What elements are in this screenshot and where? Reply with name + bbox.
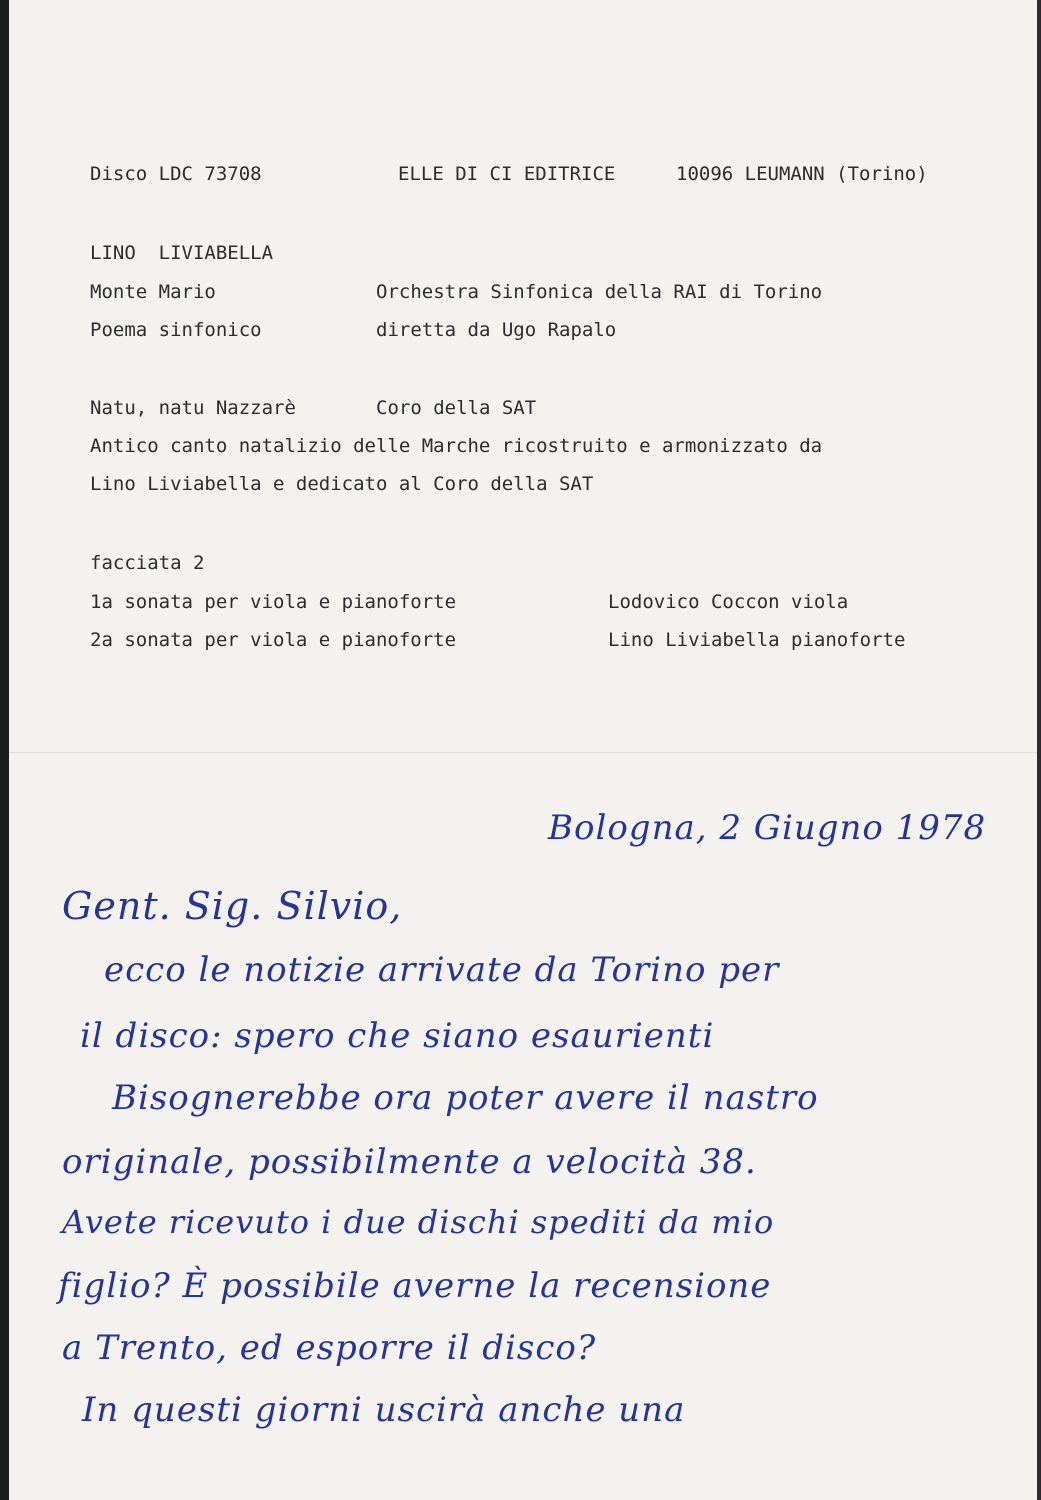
handwritten-line-4: originale, possibilmente a velocità 38. <box>62 1142 757 1182</box>
handwritten-line-2: il disco: spero che siano esaurienti <box>80 1016 715 1056</box>
paper-fold-line <box>9 752 1037 754</box>
side2-track-1-performer: Lodovico Coccon viola <box>608 591 849 613</box>
handwritten-line-8: In questi giorni uscirà anche una <box>82 1390 686 1430</box>
side2-track-2: 2a sonata per viola e pianoforte <box>90 629 457 651</box>
work2-performer: Coro della SAT <box>376 397 537 419</box>
side2-track-2-performer: Lino Liviabella pianoforte <box>608 629 906 651</box>
scan-edge-left <box>0 0 9 1500</box>
handwritten-salutation: Gent. Sig. Silvio, <box>62 884 403 928</box>
side2-label: facciata 2 <box>90 552 205 574</box>
disco-number: Disco LDC 73708 <box>90 163 262 185</box>
handwritten-date: Bologna, 2 Giugno 1978 <box>548 808 987 848</box>
handwritten-line-6: figlio? È possibile averne la recensione <box>58 1266 772 1306</box>
work1-performer-2: diretta da Ugo Rapalo <box>376 319 617 341</box>
handwritten-line-3: Bisognerebbe ora poter avere il nastro <box>112 1078 819 1118</box>
composer-name: LINO LIVIABELLA <box>90 242 274 264</box>
work1-performer-1: Orchestra Sinfonica della RAI di Torino <box>376 281 823 303</box>
publisher-address: 10096 LEUMANN (Torino) <box>676 163 928 185</box>
work2-description-1: Antico canto natalizio delle Marche ricostruito e armonizzato da <box>90 435 823 457</box>
publisher-name: ELLE DI CI EDITRICE <box>398 163 616 185</box>
handwritten-line-5: Avete ricevuto i due dischi spediti da mio <box>62 1203 775 1241</box>
side2-track-1: 1a sonata per viola e pianoforte <box>90 591 457 613</box>
scan-edge-right <box>1037 0 1041 1500</box>
work2-title: Natu, natu Nazzarè <box>90 397 296 419</box>
work1-title: Monte Mario <box>90 281 216 303</box>
work2-description-2: Lino Liviabella e dedicato al Coro della SAT <box>90 473 594 495</box>
handwritten-line-1: ecco le notizie arrivate da Torino per <box>104 950 780 990</box>
handwritten-line-7: a Trento, ed esporre il disco? <box>62 1328 597 1368</box>
work1-subtitle: Poema sinfonico <box>90 319 262 341</box>
